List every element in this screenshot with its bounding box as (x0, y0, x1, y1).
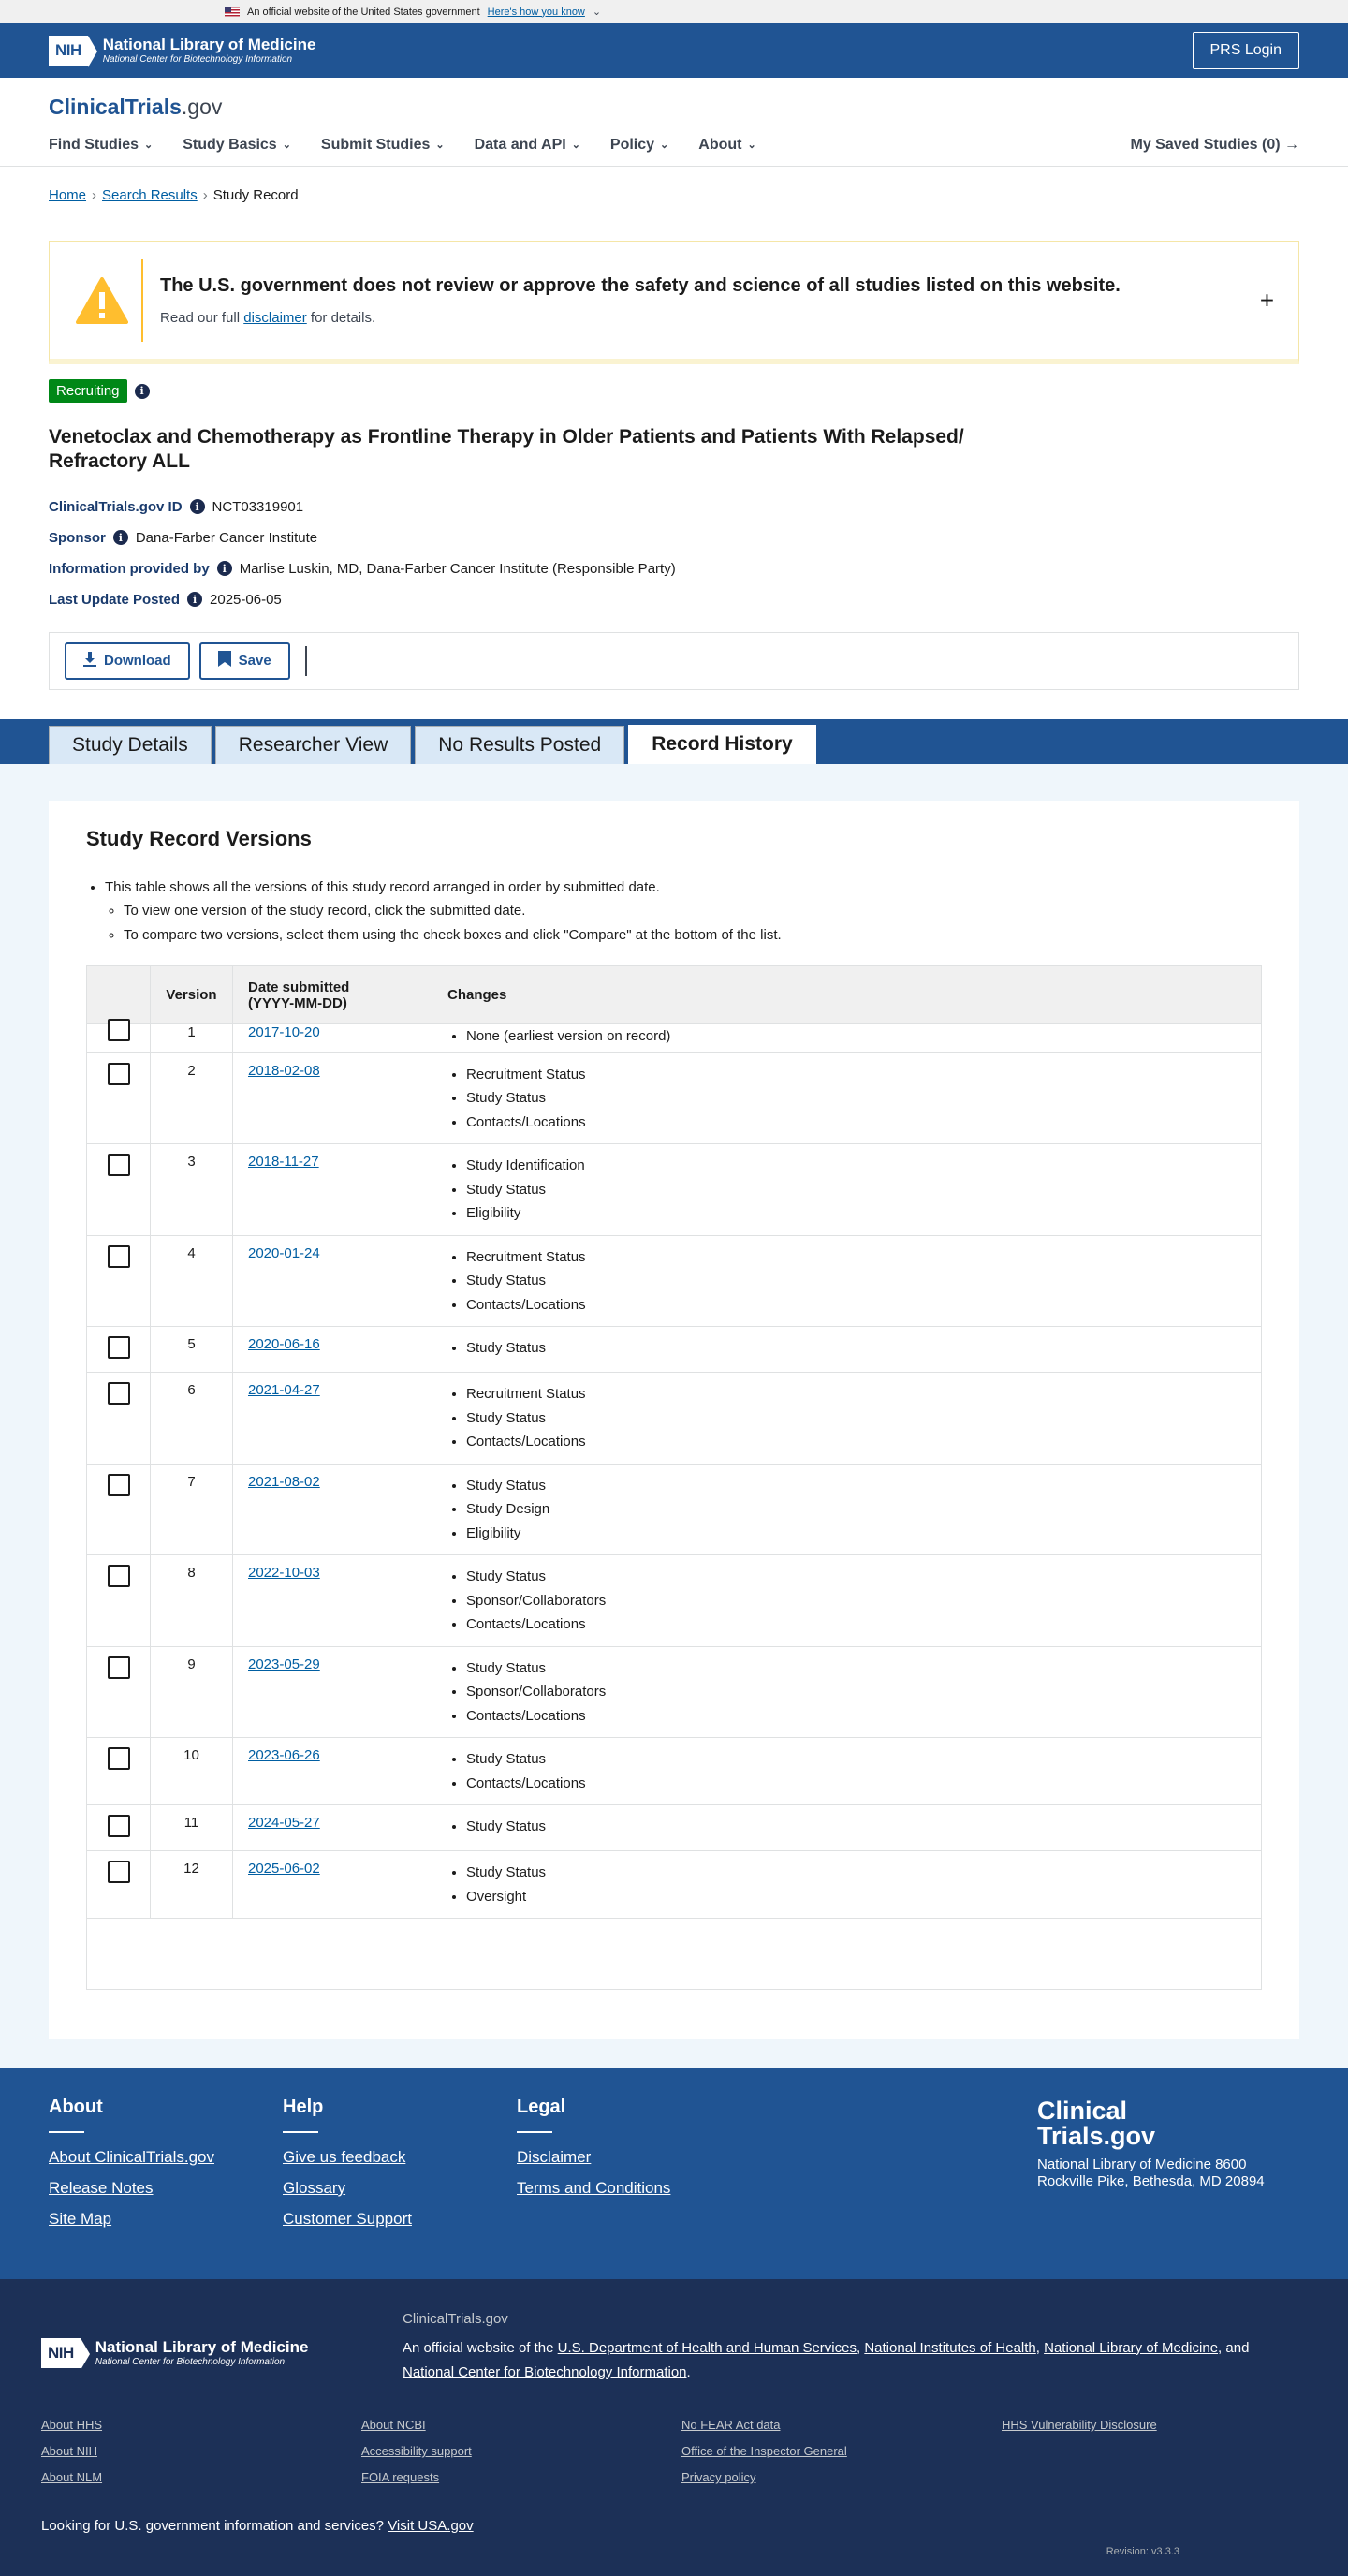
version-date-link[interactable]: 2020-06-16 (248, 1336, 320, 1352)
update-label: Last Update Posted (49, 591, 181, 608)
date-cell (233, 1144, 432, 1236)
nlm-name: National Library of Medicine (102, 36, 316, 54)
change-item: • Contacts/Locations (466, 1772, 1246, 1796)
link-nih[interactable]: National Institutes of Health (864, 2340, 1036, 2356)
chevron-right-icon: › (92, 187, 97, 203)
change-item: • Study Status (466, 1406, 1246, 1431)
change-item: • Study Status (466, 1656, 1246, 1681)
select-cell (87, 1555, 151, 1647)
change-item: • Contacts/Locations (466, 1704, 1246, 1729)
version-number: 9 (151, 1646, 233, 1738)
update-value: 2025-06-05 (210, 591, 282, 608)
nav-label: Find Studies (49, 136, 139, 153)
version-number: 8 (151, 1555, 233, 1647)
changes-cell (432, 1373, 1262, 1465)
footer-rule (283, 2131, 318, 2133)
download-button[interactable] (65, 642, 190, 680)
chevron-down-icon: ⌄ (747, 140, 756, 151)
disclaimer-text (160, 310, 1121, 326)
provided-value: Marlise Luskin, MD, Dana-Farber Cancer Institute (Responsible Party) (239, 560, 676, 577)
select-cell (87, 1464, 151, 1555)
select-cell (87, 1024, 151, 1053)
version-date-link[interactable]: 2017-10-20 (248, 1024, 320, 1040)
table-spacer-row (87, 1919, 1262, 1990)
record-history-section (0, 764, 1348, 2069)
nav-study-basics[interactable] (183, 137, 291, 154)
disclaimer-link[interactable]: disclaimer (243, 309, 307, 326)
meta-id (49, 499, 1299, 515)
changes-cell (432, 1327, 1262, 1373)
sponsor-value: Dana-Farber Cancer Institute (135, 529, 318, 546)
versions-card (49, 801, 1299, 2039)
breadcrumb-search-results[interactable]: Search Results (102, 187, 198, 203)
table-row (87, 1464, 1262, 1555)
status-row (49, 379, 1299, 403)
select-cell (87, 1805, 151, 1851)
change-item: • Contacts/Locations (466, 1111, 1246, 1135)
version-checkbox[interactable] (108, 1656, 130, 1679)
version-number: 5 (151, 1327, 233, 1373)
chevron-down-icon: ⌄ (282, 140, 291, 151)
change-item: • Study Status (466, 1861, 1246, 1885)
version-date-link[interactable]: 2021-04-27 (248, 1382, 320, 1398)
change-item: • Study Identification (466, 1154, 1246, 1178)
note-item: ◦ To view one version of the study record, click the submitted date. (124, 899, 1262, 923)
link-hhs[interactable]: U.S. Department of Health and Human Services (557, 2340, 857, 2356)
study-tabs (0, 719, 1348, 764)
footer-brand (1037, 2098, 1281, 2190)
save-label: Save (238, 653, 271, 669)
col-date-format: (YYYY-MM-DD) (248, 994, 347, 1011)
version-date-link[interactable]: 2020-01-24 (248, 1244, 320, 1261)
change-item: • Recruitment Status (466, 1382, 1246, 1406)
disclaimer-pre: Read our full (160, 309, 241, 326)
disclaimer-alert (49, 241, 1299, 364)
prs-login-button[interactable]: PRS Login (1193, 32, 1300, 69)
link-ncbi[interactable]: National Center for Biotechnology Information (403, 2363, 687, 2380)
tab-study-details[interactable]: Study Details (49, 726, 212, 764)
footer-gov-link[interactable]: About NIH (41, 2444, 97, 2458)
footer-gov-link[interactable]: Office of the Inspector General (681, 2444, 847, 2458)
usa-gov-row (41, 2518, 1307, 2534)
study-title: Venetoclax and Chemotherapy as Frontline Therapy in Older Patients and Patients With Relapsed/ Refractory ALL (49, 426, 964, 473)
footer-about-title: About (49, 2097, 103, 2117)
my-saved-studies-link[interactable] (1131, 137, 1300, 154)
site-brand[interactable] (49, 95, 1299, 120)
nav-label: Data and API (474, 136, 566, 153)
saved-label: My Saved Studies (0) (1130, 136, 1281, 153)
nav-submit-studies[interactable] (321, 137, 445, 154)
table-row (87, 1738, 1262, 1805)
col-version: Version (151, 966, 233, 1024)
change-item: • Recruitment Status (466, 1245, 1246, 1270)
footer-legal (517, 2097, 751, 2257)
date-cell (233, 1646, 432, 1738)
table-row (87, 1851, 1262, 1919)
version-number: 6 (151, 1373, 233, 1465)
footer-gov-link[interactable]: Accessibility support (361, 2444, 472, 2458)
sponsor-label: Sponsor (49, 529, 106, 546)
footer-link-support[interactable]: Customer Support (283, 2210, 412, 2228)
meta-last-update (49, 592, 1299, 608)
footer-help (283, 2097, 517, 2257)
date-cell (233, 1024, 432, 1053)
footer-nih-box: NIH (41, 2338, 81, 2368)
nav-policy[interactable] (610, 137, 668, 154)
study-id: NCT03319901 (212, 498, 304, 515)
version-checkbox[interactable] (108, 1382, 130, 1405)
footer-gov-link[interactable]: About HHS (41, 2418, 103, 2432)
footer-link-about-ct[interactable]: About ClinicalTrials.gov (49, 2148, 214, 2166)
date-cell (233, 1235, 432, 1327)
nih-header (0, 23, 1348, 78)
table-row (87, 1373, 1262, 1465)
footer-brand-line1: Clinical (1037, 2097, 1128, 2125)
footer-rule (49, 2131, 84, 2133)
footer-gov-link[interactable]: HHS Vulnerability Disclosure (1002, 2418, 1157, 2432)
col-date-label: Date submitted (248, 979, 350, 995)
breadcrumb-current: Study Record (212, 187, 299, 203)
version-date-link[interactable]: 2025-06-02 (248, 1861, 320, 1877)
nav-label: Policy (609, 136, 655, 153)
date-cell (233, 1851, 432, 1919)
footer-gov-link[interactable]: About NCBI (361, 2418, 426, 2432)
date-cell (233, 1327, 432, 1373)
breadcrumb-home[interactable]: Home (49, 187, 87, 203)
nav-label: Submit Studies (320, 136, 431, 153)
info-icon[interactable]: i (217, 561, 232, 576)
footer-about (49, 2097, 283, 2257)
footer-address: National Library of Medicine 8600 Rockville Pike, Bethesda, MD 20894 (1037, 2156, 1265, 2189)
versions-notes (86, 876, 1262, 948)
select-cell (87, 1327, 151, 1373)
meta-provided-by (49, 561, 1299, 577)
nav-about[interactable] (698, 137, 755, 154)
date-cell (233, 1464, 432, 1555)
version-checkbox[interactable] (108, 1565, 130, 1587)
select-cell (87, 1235, 151, 1327)
footer-nlm-logo[interactable] (41, 2311, 403, 2384)
meta-sponsor (49, 530, 1299, 546)
footer-gov-link[interactable]: About NLM (41, 2470, 103, 2484)
footer-nlm-name: National Library of Medicine (95, 2338, 309, 2357)
arrow-right-icon: → (1284, 136, 1299, 153)
col-changes: Changes (432, 966, 1262, 1024)
footer-gov-link[interactable]: FOIA requests (361, 2470, 440, 2484)
version-number: 7 (151, 1464, 233, 1555)
version-checkbox[interactable] (108, 1063, 130, 1085)
footer-link-release-notes[interactable]: Release Notes (49, 2179, 154, 2197)
nlm-logo[interactable] (49, 36, 315, 66)
version-number: 11 (151, 1805, 233, 1851)
footer-gov-link-empty (1002, 2444, 1282, 2458)
changes-cell (432, 1805, 1262, 1851)
link-nlm[interactable]: National Library of Medicine (1044, 2340, 1219, 2356)
footer-brand-line2: Trials.gov (1037, 2122, 1156, 2150)
brand-suffix: .gov (181, 95, 223, 119)
warning-icon (76, 277, 128, 324)
usa-gov-link[interactable]: Visit USA.gov (388, 2518, 474, 2534)
change-item: • Study Status (466, 1336, 1246, 1361)
change-item: • Study Status (466, 1086, 1246, 1111)
select-cell (87, 1738, 151, 1805)
version-number: 2 (151, 1052, 233, 1144)
change-item: • Study Status (466, 1747, 1246, 1772)
site-header (0, 78, 1348, 167)
change-item: • Contacts/Locations (466, 1430, 1246, 1454)
us-flag-icon (225, 7, 240, 17)
table-row (87, 1024, 1262, 1053)
version-checkbox[interactable] (108, 1336, 130, 1359)
footer-link-feedback[interactable]: Give us feedback (283, 2148, 406, 2166)
footer-gov-link-empty (1002, 2470, 1282, 2484)
changes-cell (432, 1738, 1262, 1805)
info-icon[interactable]: i (113, 530, 128, 545)
date-cell (233, 1805, 432, 1851)
chevron-down-icon[interactable]: ⌄ (592, 7, 602, 18)
chevron-down-icon: ⌄ (435, 140, 445, 151)
version-checkbox[interactable] (108, 1245, 130, 1268)
bookmark-icon (218, 651, 231, 670)
ncbi-name: National Center for Biotechnology Information (102, 53, 293, 65)
change-item: • Study Status (466, 1815, 1246, 1839)
select-cell (87, 1144, 151, 1236)
change-item: • Eligibility (466, 1522, 1246, 1546)
table-header-row (87, 966, 1262, 1024)
heres-how-you-know-link[interactable]: Here's how you know (487, 6, 585, 18)
version-number: 1 (151, 1024, 233, 1053)
changes-cell (432, 1464, 1262, 1555)
change-item: • None (earliest version on record) (466, 1024, 1246, 1049)
date-cell (233, 1373, 432, 1465)
change-item: • Study Status (466, 1178, 1246, 1202)
col-select (87, 966, 151, 1024)
status-badge: Recruiting (49, 379, 127, 403)
info-icon[interactable]: i (135, 384, 150, 399)
info-icon[interactable]: i (190, 499, 205, 514)
select-cell (87, 1373, 151, 1465)
spacer-cell (87, 1919, 1262, 1990)
version-number: 10 (151, 1738, 233, 1805)
note-item: ◦ To compare two versions, select them using the check boxes and click "Compare" at the bottom of the list. (124, 923, 1262, 948)
version-date-link[interactable]: 2021-08-02 (248, 1473, 320, 1490)
chevron-down-icon: ⌄ (660, 140, 669, 151)
select-cell (87, 1646, 151, 1738)
version-number: 3 (151, 1144, 233, 1236)
change-item: • Sponsor/Collaborators (466, 1589, 1246, 1613)
gov-banner-text: An official website of the United States government (247, 6, 480, 18)
breadcrumb (49, 187, 1299, 203)
version-number: 12 (151, 1851, 233, 1919)
save-button[interactable] (199, 642, 290, 680)
download-label: Download (104, 653, 171, 669)
footer (0, 2068, 1348, 2279)
change-item: • Study Status (466, 1565, 1246, 1589)
change-item: • Study Design (466, 1497, 1246, 1522)
change-item: • Recruitment Status (466, 1063, 1246, 1087)
brand-main: ClinicalTrials (49, 95, 182, 119)
tab-no-results-posted[interactable]: No Results Posted (415, 726, 624, 764)
revision-label: Revision: v3.3.3 (1106, 2546, 1180, 2557)
select-cell (87, 1052, 151, 1144)
version-date-link[interactable]: 2024-05-27 (248, 1815, 320, 1831)
footer-link-site-map[interactable]: Site Map (49, 2210, 112, 2228)
table-row (87, 1235, 1262, 1327)
usa-question: Looking for U.S. government information and services? (41, 2518, 385, 2534)
official-site-text: An official website of the U.S. Department of Health and Human Services, National Institutes of Health, National Library of Medicine, and National Center for Biotechnology Information. (403, 2340, 1250, 2380)
versions-heading: Study Record Versions (86, 826, 312, 850)
nav-label: Study Basics (183, 136, 277, 153)
nav-find-studies[interactable] (49, 137, 153, 154)
expand-plus-icon[interactable]: + (1259, 286, 1274, 314)
changes-cell (432, 1235, 1262, 1327)
tab-researcher-view[interactable]: Researcher View (215, 726, 412, 764)
change-item: • Oversight (466, 1885, 1246, 1909)
version-checkbox[interactable] (108, 1474, 130, 1496)
changes-cell (432, 1555, 1262, 1647)
change-item: • Eligibility (466, 1201, 1246, 1226)
action-bar (49, 632, 1299, 690)
version-checkbox[interactable] (108, 1815, 130, 1837)
action-divider (305, 646, 307, 676)
changes-cell (432, 1851, 1262, 1919)
table-row (87, 1144, 1262, 1236)
disclaimer-post: for details. (310, 309, 376, 326)
official-pre: An official website of the (403, 2340, 554, 2356)
change-item: • Contacts/Locations (466, 1612, 1246, 1637)
table-row (87, 1555, 1262, 1647)
table-row (87, 1327, 1262, 1373)
disclaimer-title: The U.S. government does not review or approve the safety and science of all studies listed on this website. (160, 274, 1121, 296)
footer-gov-links (41, 2418, 1307, 2484)
version-number: 4 (151, 1235, 233, 1327)
date-cell (233, 1052, 432, 1144)
nav-label: About (698, 136, 742, 153)
versions-table (86, 965, 1262, 1990)
changes-cell (432, 1144, 1262, 1236)
info-icon[interactable]: i (187, 592, 202, 607)
note-text: This table shows all the versions of this study record arranged in order by submitted date. (105, 878, 660, 895)
footer-ct-label: ClinicalTrials.gov (403, 2311, 508, 2327)
chevron-down-icon: ⌄ (571, 140, 580, 151)
footer-rule (517, 2131, 552, 2133)
change-item: • Sponsor/Collaborators (466, 1680, 1246, 1704)
col-date (233, 966, 432, 1024)
select-cell (87, 1851, 151, 1919)
main-nav (49, 124, 1299, 166)
and-text: and (1225, 2340, 1250, 2356)
provided-label: Information provided by (49, 560, 210, 577)
tab-record-history[interactable]: Record History (628, 725, 816, 764)
disclaimer-divider (141, 259, 143, 342)
id-label: ClinicalTrials.gov ID (49, 498, 183, 515)
table-row (87, 1646, 1262, 1738)
table-row (87, 1052, 1262, 1144)
change-item: • Study Status (466, 1269, 1246, 1293)
changes-cell (432, 1024, 1262, 1053)
gov-banner (0, 0, 1348, 23)
version-date-link[interactable]: 2022-10-03 (248, 1565, 320, 1581)
footer-link-terms[interactable]: Terms and Conditions (517, 2179, 671, 2197)
table-row (87, 1805, 1262, 1851)
download-icon (83, 652, 96, 670)
version-date-link[interactable]: 2023-05-29 (248, 1656, 320, 1672)
chevron-right-icon: › (202, 187, 208, 203)
version-checkbox[interactable] (108, 1861, 130, 1883)
footer-identifier (0, 2279, 1348, 2576)
changes-cell (432, 1646, 1262, 1738)
footer-gov-link[interactable]: Privacy policy (681, 2470, 756, 2484)
version-date-link[interactable]: 2023-06-26 (248, 1747, 320, 1763)
footer-help-title: Help (283, 2097, 324, 2117)
change-item: • Study Status (466, 1474, 1246, 1498)
footer-legal-title: Legal (517, 2097, 566, 2117)
change-item: • Contacts/Locations (466, 1293, 1246, 1317)
note-item (105, 876, 1262, 948)
date-cell (233, 1738, 432, 1805)
version-checkbox[interactable] (108, 1747, 130, 1770)
nih-logo-box: NIH (49, 36, 88, 66)
study-meta (49, 499, 1299, 608)
version-checkbox[interactable] (108, 1154, 130, 1176)
footer-link-glossary[interactable]: Glossary (283, 2179, 346, 2197)
changes-cell (432, 1052, 1262, 1144)
version-checkbox[interactable] (108, 1019, 130, 1041)
date-cell (233, 1555, 432, 1647)
footer-gov-link[interactable]: No FEAR Act data (681, 2418, 781, 2432)
chevron-down-icon: ⌄ (144, 140, 154, 151)
nav-data-api[interactable] (475, 137, 580, 154)
version-date-link[interactable]: 2018-11-27 (248, 1154, 319, 1170)
version-date-link[interactable]: 2018-02-08 (248, 1062, 320, 1079)
footer-link-disclaimer[interactable]: Disclaimer (517, 2148, 592, 2166)
footer-ncbi-name: National Center for Biotechnology Information (95, 2356, 286, 2367)
